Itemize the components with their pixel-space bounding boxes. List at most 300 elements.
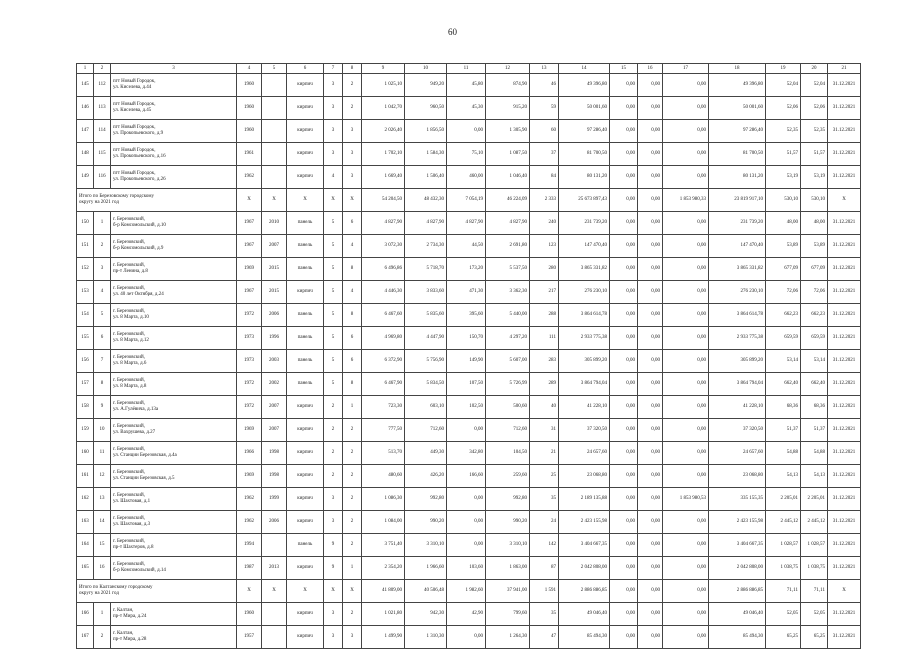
cell-c14: 3 864 794,04: [559, 373, 610, 396]
cell-c15: 0,00: [610, 258, 638, 281]
address-line: г. Березовский,: [113, 470, 145, 475]
cell-c7: 5: [324, 350, 343, 373]
cell-c6: кирпич: [287, 488, 324, 511]
table-row: [77, 281, 861, 304]
row-number: 152: [77, 258, 94, 281]
cell-c11: 7 054,19: [447, 189, 486, 212]
cell-c7: X: [324, 189, 343, 212]
row-number: 155: [77, 327, 94, 350]
cell-c11: 460,00: [447, 166, 486, 189]
table-row: [77, 74, 861, 97]
cell-c13: 123: [530, 235, 559, 258]
address-cell: [111, 281, 237, 304]
cell-c17: 0,00: [663, 419, 709, 442]
address-cell: [111, 373, 237, 396]
cell-c16: 0,00: [638, 212, 663, 235]
cell-c20: 65,25: [801, 626, 828, 649]
cell-c13: 280: [530, 258, 559, 281]
cell-c5: 2007: [262, 235, 287, 258]
cell-c14: 85 494,30: [559, 626, 610, 649]
cell-c15: 0,00: [610, 373, 638, 396]
cell-c12: 5 726,99: [486, 373, 530, 396]
cell-c17: 0,00: [663, 350, 709, 373]
cell-c8: 3: [343, 166, 362, 189]
cell-c18: 37 320,50: [709, 419, 766, 442]
cell-c8: 1: [343, 557, 362, 580]
cell-c19: 52,06: [766, 97, 801, 120]
cell-c20: 659,59: [801, 327, 828, 350]
cell-c6: панель: [287, 212, 324, 235]
cell-c15: 0,00: [610, 465, 638, 488]
address-cell: [111, 166, 237, 189]
cell-c4: 1967: [237, 235, 262, 258]
sub-number: 3: [94, 258, 111, 281]
cell-c10: 3 310,10: [405, 534, 447, 557]
cell-c6: кирпич: [287, 396, 324, 419]
cell-c20: 1 038,75: [801, 557, 828, 580]
cell-c19: 662,23: [766, 304, 801, 327]
address-cell: [111, 235, 237, 258]
sub-number: 8: [94, 373, 111, 396]
cell-c9: 2 026,40: [362, 120, 405, 143]
cell-c20: 52,04: [801, 74, 828, 97]
cell-c4: X: [237, 580, 262, 603]
cell-c17: 0,00: [663, 304, 709, 327]
cell-c9: 4 969,80: [362, 327, 405, 350]
sub-number: 6: [94, 327, 111, 350]
cell-c14: 147 470,40: [559, 235, 610, 258]
cell-c20: 2 445,12: [801, 511, 828, 534]
cell-c7: 5: [324, 327, 343, 350]
subtotal-label-line: Итого по Калтанскому городскому: [79, 585, 153, 590]
cell-c15: 0,00: [610, 419, 638, 442]
address-line: ул. 8 Марта, д.6: [113, 361, 147, 366]
address-line: г. Березовский,: [113, 355, 145, 360]
row-number: 165: [77, 557, 94, 580]
cell-c16: 0,00: [638, 534, 663, 557]
cell-c9: 6 467,60: [362, 304, 405, 327]
address-line: пр-т Ленина, д.8: [113, 269, 148, 274]
cell-c4: 1967: [237, 212, 262, 235]
cell-c16: 0,00: [638, 166, 663, 189]
cell-c8: 2: [343, 534, 362, 557]
cell-c14: 3 864 614,78: [559, 304, 610, 327]
cell-c20: 1 028,57: [801, 534, 828, 557]
cell-c18: 80 131,20: [709, 166, 766, 189]
column-number: 10: [405, 64, 447, 74]
cell-c21: 31.12.2021: [828, 143, 861, 166]
cell-c19: 2 205,01: [766, 488, 801, 511]
address-line: пр-т Шахтеров, д.8: [113, 545, 154, 550]
cell-c16: 0,00: [638, 557, 663, 580]
cell-c14: 2 189 135,88: [559, 488, 610, 511]
cell-c8: X: [343, 189, 362, 212]
cell-c6: кирпич: [287, 626, 324, 649]
cell-c18: 2 423 155,98: [709, 511, 766, 534]
address-line: пр-т Мира, д.28: [113, 637, 147, 642]
table-row: [77, 327, 861, 350]
address-line: ул. 8 Марта, д.10: [113, 315, 149, 320]
cell-c15: 0,00: [610, 189, 638, 212]
cell-c13: 35: [530, 488, 559, 511]
cell-c5: 2010: [262, 212, 287, 235]
cell-c21: 31.12.2021: [828, 281, 861, 304]
cell-c12: 259,60: [486, 465, 530, 488]
cell-c4: 1960: [237, 97, 262, 120]
cell-c6: кирпич: [287, 74, 324, 97]
cell-c12: 4 297,20: [486, 327, 530, 350]
cell-c11: 0,00: [447, 488, 486, 511]
cell-c16: 0,00: [638, 488, 663, 511]
cell-c15: 0,00: [610, 74, 638, 97]
cell-c5: X: [262, 580, 287, 603]
cell-c20: 52,35: [801, 120, 828, 143]
cell-c19: 68,36: [766, 396, 801, 419]
sub-number: 13: [94, 488, 111, 511]
cell-c6: панель: [287, 258, 324, 281]
address-line: ул. Прокопьевского, д.9: [113, 131, 164, 136]
cell-c14: 49 046,40: [559, 603, 610, 626]
sub-number: 7: [94, 350, 111, 373]
cell-c21: 31.12.2021: [828, 212, 861, 235]
cell-c11: 103,60: [447, 557, 486, 580]
cell-c19: 2 445,12: [766, 511, 801, 534]
cell-c4: 1960: [237, 120, 262, 143]
cell-c13: 84: [530, 166, 559, 189]
cell-c8: 2: [343, 465, 362, 488]
cell-c15: 0,00: [610, 235, 638, 258]
cell-c7: 4: [324, 166, 343, 189]
sub-number: 11: [94, 442, 111, 465]
cell-c5: 2002: [262, 373, 287, 396]
cell-c11: 395,60: [447, 304, 486, 327]
cell-c10: 5 834,50: [405, 373, 447, 396]
cell-c20: 72,06: [801, 281, 828, 304]
cell-c12: 500,60: [486, 396, 530, 419]
table-row: [77, 419, 861, 442]
cell-c9: 723,30: [362, 396, 405, 419]
cell-c20: 53,19: [801, 166, 828, 189]
cell-c12: 799,60: [486, 603, 530, 626]
cell-c19: 1 028,57: [766, 534, 801, 557]
cell-c20: 54,13: [801, 465, 828, 488]
cell-c7: 2: [324, 396, 343, 419]
cell-c4: 1972: [237, 373, 262, 396]
table-row: [77, 212, 861, 235]
cell-c6: кирпич: [287, 120, 324, 143]
address-line: г. Калтан,: [113, 631, 134, 636]
table-row: [77, 143, 861, 166]
row-number: 158: [77, 396, 94, 419]
cell-c6: кирпич: [287, 442, 324, 465]
cell-c15: 0,00: [610, 511, 638, 534]
table-row: [77, 557, 861, 580]
cell-c4: 1994: [237, 534, 262, 557]
address-line: ул. Шахтовая, д.3: [113, 522, 151, 527]
address-line: г. Калтан,: [113, 608, 134, 613]
cell-c10: 40 506,48: [405, 580, 447, 603]
address-line: ул. Станции Березовская, д.4а: [113, 453, 177, 458]
cell-c18: 276 230,10: [709, 281, 766, 304]
cell-c7: 5: [324, 212, 343, 235]
table-row: [77, 396, 861, 419]
cell-c12: 3 310,10: [486, 534, 530, 557]
cell-c9: 513,70: [362, 442, 405, 465]
cell-c6: кирпич: [287, 419, 324, 442]
table-body: [77, 64, 861, 649]
address-line: г. Березовский,: [113, 240, 145, 245]
cell-c11: 0,00: [447, 419, 486, 442]
cell-c13: 31: [530, 419, 559, 442]
cell-c21: 31.12.2021: [828, 396, 861, 419]
column-number: 3: [111, 64, 237, 74]
cell-c7: 5: [324, 258, 343, 281]
cell-c16: 0,00: [638, 580, 663, 603]
row-number: 150: [77, 212, 94, 235]
cell-c18: 305 899,20: [709, 350, 766, 373]
row-number: 148: [77, 143, 94, 166]
column-number: 9: [362, 64, 405, 74]
column-number: 14: [559, 64, 610, 74]
cell-c16: 0,00: [638, 442, 663, 465]
cell-c17: 0,00: [663, 580, 709, 603]
cell-c5: 2013: [262, 557, 287, 580]
cell-c9: 2 354,20: [362, 557, 405, 580]
subtotal-label: [77, 580, 237, 603]
cell-c15: 0,00: [610, 626, 638, 649]
cell-c16: 0,00: [638, 419, 663, 442]
cell-c11: 102,50: [447, 396, 486, 419]
address-cell: [111, 626, 237, 649]
address-line: ул. 8 Марта, д.8: [113, 384, 147, 389]
table-row: [77, 442, 861, 465]
cell-c16: 0,00: [638, 281, 663, 304]
cell-c9: 1 084,00: [362, 511, 405, 534]
address-line: ул. Прокопьевского, д.16: [113, 154, 166, 159]
cell-c15: 0,00: [610, 580, 638, 603]
sub-number: 113: [94, 97, 111, 120]
cell-c11: 150,70: [447, 327, 486, 350]
column-number: 7: [324, 64, 343, 74]
sub-number: 1: [94, 212, 111, 235]
cell-c14: 23 068,80: [559, 465, 610, 488]
cell-c4: 1962: [237, 166, 262, 189]
cell-c17: 1 853 980,53: [663, 488, 709, 511]
page-number: 60: [448, 27, 457, 37]
cell-c7: 5: [324, 235, 343, 258]
cell-c19: 1 038,75: [766, 557, 801, 580]
cell-c20: 662,23: [801, 304, 828, 327]
column-number: 21: [828, 64, 861, 74]
cell-c21: 31.12.2021: [828, 97, 861, 120]
cell-c7: 5: [324, 304, 343, 327]
cell-c12: 1 046,40: [486, 166, 530, 189]
cell-c4: 1972: [237, 396, 262, 419]
cell-c21: 31.12.2021: [828, 419, 861, 442]
cell-c8: 2: [343, 419, 362, 442]
cell-c14: 3 865 331,82: [559, 258, 610, 281]
cell-c6: X: [287, 580, 324, 603]
cell-c5: 2015: [262, 258, 287, 281]
cell-c14: 41 228,10: [559, 396, 610, 419]
address-line: ул. Шахтовая, д.1: [113, 499, 151, 504]
cell-c8: 8: [343, 373, 362, 396]
cell-c19: 54,88: [766, 442, 801, 465]
row-number: 166: [77, 603, 94, 626]
cell-c13: 59: [530, 97, 559, 120]
cell-c13: 289: [530, 373, 559, 396]
sub-number: 14: [94, 511, 111, 534]
cell-c6: кирпич: [287, 166, 324, 189]
cell-c14: 97 286,40: [559, 120, 610, 143]
cell-c14: 276 230,10: [559, 281, 610, 304]
cell-c6: панель: [287, 327, 324, 350]
address-line: пгт Новый Городок,: [113, 148, 156, 153]
address-cell: [111, 442, 237, 465]
cell-c5: [262, 120, 287, 143]
cell-c20: 662,40: [801, 373, 828, 396]
table-row: [77, 603, 861, 626]
cell-c11: 44,50: [447, 235, 486, 258]
address-line: г. Березовский,: [113, 493, 145, 498]
cell-c10: 4 827,90: [405, 212, 447, 235]
cell-c9: 1 042,70: [362, 97, 405, 120]
cell-c21: 31.12.2021: [828, 626, 861, 649]
cell-c19: 659,59: [766, 327, 801, 350]
cell-c12: 915,20: [486, 97, 530, 120]
address-line: г. Березовский,: [113, 286, 145, 291]
cell-c17: 0,00: [663, 442, 709, 465]
row-number: 159: [77, 419, 94, 442]
cell-c21: 31.12.2021: [828, 327, 861, 350]
cell-c21: 31.12.2021: [828, 74, 861, 97]
column-number: 20: [801, 64, 828, 74]
cell-c4: 1973: [237, 327, 262, 350]
cell-c21: 31.12.2021: [828, 603, 861, 626]
cell-c5: 1998: [262, 442, 287, 465]
sub-number: 16: [94, 557, 111, 580]
row-number: 161: [77, 465, 94, 488]
cell-c5: X: [262, 189, 287, 212]
cell-c19: 48,00: [766, 212, 801, 235]
cell-c12: 2 691,80: [486, 235, 530, 258]
cell-c10: 4 447,90: [405, 327, 447, 350]
cell-c20: 48,00: [801, 212, 828, 235]
cell-c18: 3 404 667,35: [709, 534, 766, 557]
address-line: ул. Прокопьевского, д.26: [113, 177, 166, 182]
cell-c7: 9: [324, 534, 343, 557]
address-line: г. Березовский,: [113, 516, 145, 521]
cell-c8: 2: [343, 511, 362, 534]
cell-c10: 992,80: [405, 488, 447, 511]
cell-c10: 426,20: [405, 465, 447, 488]
cell-c18: 49 046,40: [709, 603, 766, 626]
cell-c19: 52,04: [766, 74, 801, 97]
cell-c19: 54,13: [766, 465, 801, 488]
cell-c14: 25 673 897,43: [559, 189, 610, 212]
column-number: 18: [709, 64, 766, 74]
cell-c10: 2 734,30: [405, 235, 447, 258]
cell-c5: 1998: [262, 465, 287, 488]
sub-number: 4: [94, 281, 111, 304]
cell-c17: 0,00: [663, 534, 709, 557]
cell-c9: 4 446,30: [362, 281, 405, 304]
column-number: 2: [94, 64, 111, 74]
cell-c15: 0,00: [610, 327, 638, 350]
row-number: 147: [77, 120, 94, 143]
address-line: г. Березовский,: [113, 217, 145, 222]
address-cell: [111, 327, 237, 350]
cell-c12: 5 607,00: [486, 350, 530, 373]
cell-c10: 48 432,30: [405, 189, 447, 212]
row-number: 154: [77, 304, 94, 327]
cell-c19: 65,25: [766, 626, 801, 649]
cell-c7: 2: [324, 442, 343, 465]
table-row: [77, 166, 861, 189]
cell-c8: 6: [343, 327, 362, 350]
cell-c6: панель: [287, 235, 324, 258]
sub-number: 115: [94, 143, 111, 166]
column-number: 15: [610, 64, 638, 74]
column-number: 1: [77, 64, 94, 74]
table-row: [77, 97, 861, 120]
column-number: 17: [663, 64, 709, 74]
address-cell: [111, 74, 237, 97]
address-line: г. Березовский,: [113, 562, 145, 567]
cell-c10: 1 506,40: [405, 166, 447, 189]
address-cell: [111, 419, 237, 442]
cell-c19: 72,06: [766, 281, 801, 304]
cell-c21: 31.12.2021: [828, 488, 861, 511]
cell-c16: 0,00: [638, 120, 663, 143]
cell-c6: кирпич: [287, 143, 324, 166]
cell-c21: X: [828, 580, 861, 603]
sub-number: 9: [94, 396, 111, 419]
cell-c13: 1 591: [530, 580, 559, 603]
cell-c8: X: [343, 580, 362, 603]
cell-c20: 68,36: [801, 396, 828, 419]
subtotal-label-line: Итого по Березовскому городскому: [79, 194, 154, 199]
cell-c6: кирпич: [287, 97, 324, 120]
cell-c11: 471,30: [447, 281, 486, 304]
cell-c10: 603,10: [405, 396, 447, 419]
cell-c12: 1 264,30: [486, 626, 530, 649]
cell-c20: 677,09: [801, 258, 828, 281]
cell-c16: 0,00: [638, 304, 663, 327]
row-number: 145: [77, 74, 94, 97]
cell-c8: 2: [343, 442, 362, 465]
cell-c8: 2: [343, 488, 362, 511]
cell-c10: 990,20: [405, 511, 447, 534]
row-number: 146: [77, 97, 94, 120]
cell-c17: 0,00: [663, 396, 709, 419]
address-cell: [111, 97, 237, 120]
cell-c20: 51,57: [801, 143, 828, 166]
cell-c9: 6 372,90: [362, 350, 405, 373]
cell-c21: 31.12.2021: [828, 534, 861, 557]
cell-c21: 31.12.2021: [828, 465, 861, 488]
cell-c12: 712,60: [486, 419, 530, 442]
cell-c11: 0,00: [447, 120, 486, 143]
cell-c15: 0,00: [610, 396, 638, 419]
cell-c10: 949,20: [405, 74, 447, 97]
cell-c9: 54 204,50: [362, 189, 405, 212]
address-line: б-р Комсомольский, д.9: [113, 246, 164, 251]
cell-c5: [262, 603, 287, 626]
cell-c14: 37 320,50: [559, 419, 610, 442]
cell-c13: 217: [530, 281, 559, 304]
address-cell: [111, 143, 237, 166]
